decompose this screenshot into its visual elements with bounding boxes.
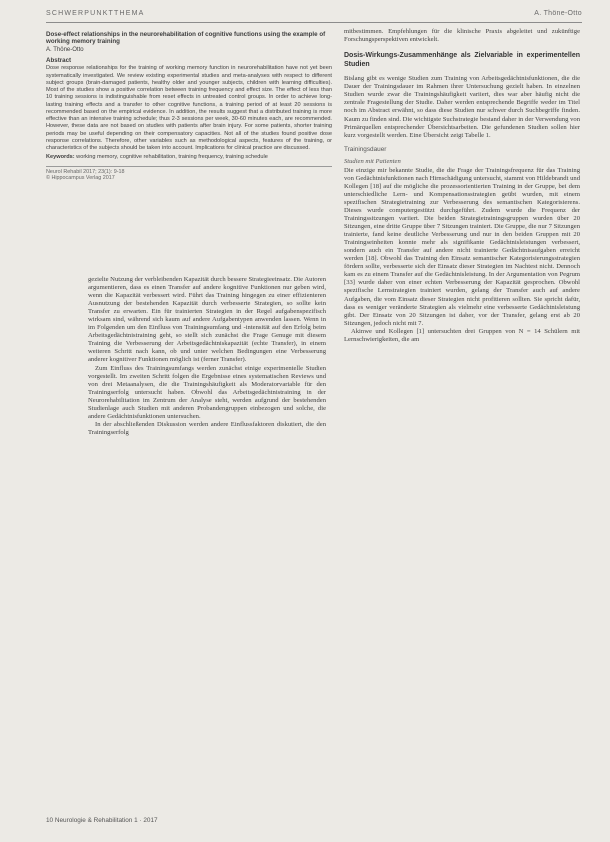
subheading: Trainingsdauer [344,145,387,153]
english-abstract-box [46,27,332,249]
abstract-divider [46,166,332,167]
right-column-text [344,28,580,344]
header-author: A. Thöne-Otto [534,10,582,17]
running-header [46,10,582,22]
page-footer: 10 Neurologie & Rehabilitation 1 · 2017 [46,817,158,824]
section-heading: Dosis-Wirkungs-Zusammenhänge als Zielvariable in experimentellen Studien [344,52,580,68]
paragraph: mitbestimmen. Empfehlungen für die klinische Praxis abgeleitet und zukünftige Forschungsperspektiven entwickelt. [344,28,580,44]
keywords-label: Keywords: [46,154,75,161]
publisher-note: © Hippocampus Verlag 2017 [46,175,115,182]
abstract-title: Dose-effect relationships in the neurorehabilitation of cognitive functions using the example of working memory training [46,31,326,46]
paragraph: In der abschließenden Diskussion werden andere Einflussfaktoren diskutiert, die den Trainingserfolg [88,420,326,436]
abstract-heading: Abstract [46,57,72,65]
paragraph: Bislang gibt es wenige Studien zum Training von Arbeitsgedächtnisfunktionen, die die Dauer der Trainingsdauer im Rahmen ihrer Untersuchung gezielt haben. In einzelnen Studien wurde zwar die Trainingshäufigkeit variiert, dies war aber häufig nicht die zentrale Fragestellung der Studie. Daher werden entsprechende Begriffe weder im Titel noch im Abstract erwähnt, so dass diese Studien nur schwer durch Suchbegriffe finden. Kaum zu finden sind. Die wichtigste Suchstrategie bestand daher in der Verwendung von Primärquellen entsprechender Übersichtsarbeiten. Die gefundenen Studien sollen hier kurz vorgestellt werden. Eine Übersicht zeigt Tabelle 1. [344,75,580,139]
paragraph: gezielte Nutzung der verbleibenden Kapazität durch bessere Strategieeinsatz. Die Autoren argumentieren, dass es einen Transfer auf andere kognitive Funktionen nur geben wird, wenn die Kapazität verbessert wird. Führt das Training hingegen zu einer effizienteren Ausnutzung der bestehenden Kapazität durch verbesserte Strategien, so sollte kein Transfer zu erwarten. Ein für trainierten Strategien in der Regel aufgabenspezifisch wirksam sind, während sich kaum auf andere Aufgabentypen anwenden lassen. Wenn in im Folgenden um den Einfluss von Trainingsumfang und -intensität auf den Erfolg beim Arbeitsgedächtnistraining geht, so stellt sich zunächst die Frage Genuge mit diesem Training die Verbesserung der Arbeitsgedächtniskapazität (echte Transfer), in einem weiteren Schritt nach kann, ob und unter welchen Bedingungen eine Verbesserung anderer kognitiver Funktionen möglich ist (ferner Transfer). [88,276,326,364]
keywords [46,154,332,161]
subsubheading: Studien mit Patienten [344,157,401,165]
abstract-author: A. Thöne-Otto [46,46,84,53]
paragraph: Akinwe und Kollegen [1] untersuchten drei Gruppen von N = 14 Schülern mit Lernschwierigkeiten, die am [344,327,580,343]
keywords-list: working memory, cognitive rehabilitation, training frequency, training schedule [76,154,268,161]
header-section: SCHWERPUNKTTHEMA [46,10,145,17]
citation: Neurol Rehabil 2017; 23(1): 9-18 [46,168,125,175]
left-column-text [88,276,326,437]
paragraph: Zum Einfluss des Trainingsumfangs werden zunächst einige experimentelle Studien vorgestellt. Im zweiten Schritt folgen die Ergebnisse eines systematischen Reviews und von drei Metaanalysen, die die Trainingshäufigkeit als Moderatorvariable für den Trainingserfolg untersucht haben. Obwohl das Arbeitsgedächtnistraining in der Neurorehabilitation im Zentrum der Analyse steht, werden aufgrund der bestehenden Studienlage auch Studien mit anderen Probandengruppen einbezogen und solche, die andere Gedächtnisfunktionen untersuchen. [88,364,326,420]
header-rule [46,22,582,23]
abstract-text: Dose response relationships for the training of working memory function in neurorehabilitation have not yet been systematically investigated. We review existing experimental studies and meta-analyses with respect to different subject groups (brain-damaged patients, healthy older and younger subjects, children with learning difficulties). Most of the studies show a positive correlation between training frequency and effect size. The effect of less than 10 training sessions is indistinguishable from reset effects in untreated control groups. In order to achieve long-lasting training effects and a transfer to other cognitive functions, a training period of at least 20 sessions is recommended based on the empirical evidence. In addition, the results suggest that a distributed training is more effective than an intensive training schedule; thus 2-3 sessions per week, 30-60 minutes each, are recommended. However, these data are not based on studies with patients after brain injury. For some patients, shorter training periods may be useful depending on their compensatory capacities. Not all of the studies found positive dose response correlations. Therefore, other variables such as methodological aspects, features of the training, or characteristics of the subjects should be taken into account. Implications for clinical practice are discussed. [46,65,332,152]
paragraph: Die einzige mir bekannte Studie, die die Frage der Trainingsfrequenz für das Training von Gedächtnisfunktionen nach Hirnschädigung untersucht, stammt von Hildebrandt und Kollegen [18] auf die mögliche die prozessorientierten Training in der Gruppe, bei dem unterschiedliche Lern- und Kompensationsstrategien geübt wurden, mit einem spezifischen Strategietraining zur Verbesserung des semantischen Kategorisierens. Dieses wurde computergestützt durchgeführt. Zudem wurde die Frequenz der Trainingssitzungen variiert. Die beiden Strategietrainingsgruppen wurden über 20 Sitzungen, eine dritte Gruppe über 7 Sitzungen trainiert. Die Gruppe, die nur 7 Sitzungen trainierte, fand keine deutliche Verbesserung und nur in den beiden Gruppen mit 20 Trainingseinheiten konnte mehr als signifikante Gedächtnisleistungen verbessert, sondern auch ein Transfer auf andere nicht trainierte Gedächtnisaufgaben erreicht werden [18]. Obwohl das Training den Einsatz semantischer Kategorisierungsstrategien fördern sollte, verbesserte sich der Einsatz dieser Strategien im Nachtest nicht. Dennoch kam es zu einem Transfer auf die Gedächtnisleistung. In der Argumentation von Pegrum [33] wurde daher von einer echten Verbesserung der Kapazität gesprochen. Obwohl spezifische Lernstrategien trainiert wurden, gelang der Transfer auch auf andere Aufgaben, die vom Einsatz dieser Strategien nicht profitieren sollten. Sie spricht dafür, dass es weniger veränderte Strategien als vielmehr eine verbesserte Gedächtnisleistung gibt. Der Einsatz von 20 Sitzungen ist daher, vor der Transfer, gelang erst ab 20 Sitzungen, jedoch nicht mit 7. [344,166,580,327]
